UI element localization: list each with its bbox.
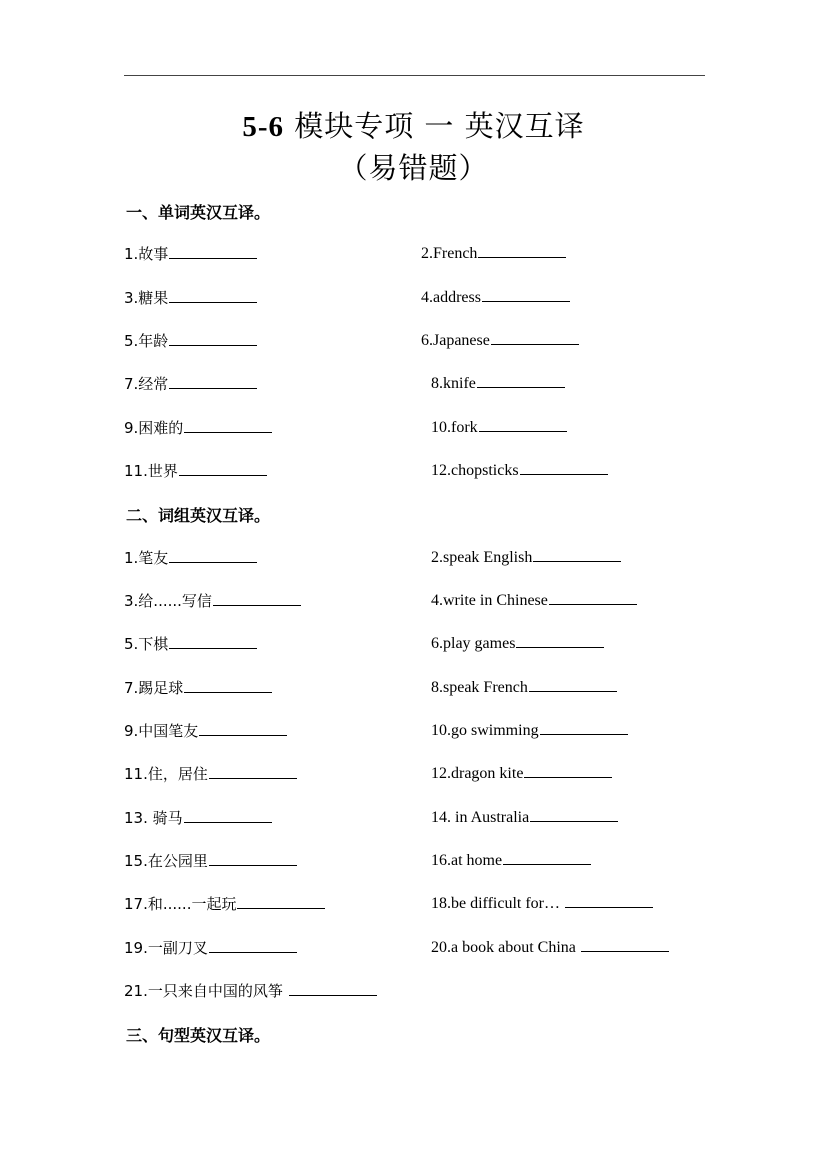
answer-blank[interactable] — [581, 937, 669, 952]
word-item: 6.Japanese — [421, 330, 579, 350]
word-item: 5.年龄 — [124, 330, 257, 351]
phrase-item: 15.在公园里 — [124, 850, 297, 871]
phrase-item: 10.go swimming — [431, 720, 628, 740]
word-item: 11.世界 — [124, 460, 267, 481]
word-item: 8.knife — [431, 373, 565, 393]
phrase-item: 6.play games — [431, 633, 604, 653]
answer-blank[interactable] — [237, 894, 325, 909]
section-heading-phrases: 二、词组英汉互译。 — [126, 506, 271, 525]
phrase-item: 20.a book about China — [431, 937, 669, 957]
answer-blank[interactable] — [209, 938, 297, 953]
answer-blank[interactable] — [169, 548, 257, 563]
word-item: 9.困难的 — [124, 417, 272, 438]
phrase-item: 3.给......写信 — [124, 590, 301, 611]
answer-blank[interactable] — [213, 591, 301, 606]
answer-blank[interactable] — [520, 460, 608, 475]
answer-blank[interactable] — [491, 330, 579, 345]
answer-blank[interactable] — [479, 417, 567, 432]
answer-blank[interactable] — [524, 763, 612, 778]
phrase-item: 9.中国笔友 — [124, 720, 287, 741]
word-item: 7.经常 — [124, 373, 257, 394]
answer-blank[interactable] — [478, 243, 566, 258]
answer-blank[interactable] — [540, 720, 628, 735]
answer-blank[interactable] — [169, 244, 257, 259]
answer-blank[interactable] — [169, 331, 257, 346]
answer-blank[interactable] — [516, 633, 604, 648]
phrase-item: 4.write in Chinese — [431, 590, 637, 610]
phrase-item: 5.下棋 — [124, 633, 257, 654]
answer-blank[interactable] — [179, 461, 267, 476]
answer-blank[interactable] — [184, 808, 272, 823]
phrase-item: 13. 骑马 — [124, 807, 272, 828]
phrase-item: 21.一只来自中国的风筝 — [124, 980, 377, 1001]
word-item: 3.糖果 — [124, 287, 257, 308]
phrase-item: 2.speak English — [431, 547, 621, 567]
answer-blank[interactable] — [209, 851, 297, 866]
answer-blank[interactable] — [503, 850, 591, 865]
word-item: 4.address — [421, 287, 570, 307]
word-item: 10.fork — [431, 417, 567, 437]
answer-blank[interactable] — [169, 288, 257, 303]
answer-blank[interactable] — [530, 807, 618, 822]
phrase-item: 8.speak French — [431, 677, 617, 697]
answer-blank[interactable] — [549, 590, 637, 605]
answer-blank[interactable] — [184, 418, 272, 433]
section-heading-words: 一、单词英汉互译。 — [126, 203, 271, 222]
phrase-item: 12.dragon kite — [431, 763, 612, 783]
title-line-1: 5-6 模块专项 一 英汉互译 — [242, 109, 585, 143]
word-item: 2.French — [421, 243, 566, 263]
answer-blank[interactable] — [209, 764, 297, 779]
phrase-item: 18.be difficult for… — [431, 893, 653, 913]
phrase-item: 19.一副刀叉 — [124, 937, 297, 958]
phrase-item: 14. in Australia — [431, 807, 618, 827]
answer-blank[interactable] — [289, 981, 377, 996]
phrase-item: 16.at home — [431, 850, 591, 870]
answer-blank[interactable] — [482, 287, 570, 302]
answer-blank[interactable] — [529, 677, 617, 692]
answer-blank[interactable] — [565, 893, 653, 908]
phrase-item: 1.笔友 — [124, 547, 257, 568]
top-rule — [124, 75, 705, 76]
answer-blank[interactable] — [477, 373, 565, 388]
answer-blank[interactable] — [184, 678, 272, 693]
title-line-2: （易错题） — [338, 151, 489, 185]
answer-blank[interactable] — [199, 721, 287, 736]
word-item: 12.chopsticks — [431, 460, 608, 480]
answer-blank[interactable] — [533, 547, 621, 562]
phrase-item: 7.踢足球 — [124, 677, 272, 698]
section-heading-sentences: 三、句型英汉互译。 — [126, 1026, 271, 1045]
answer-blank[interactable] — [169, 374, 257, 389]
phrase-item: 11.住，居住 — [124, 763, 297, 784]
answer-blank[interactable] — [169, 634, 257, 649]
phrase-item: 17.和......一起玩 — [124, 893, 325, 914]
word-item: 1.故事 — [124, 243, 257, 264]
